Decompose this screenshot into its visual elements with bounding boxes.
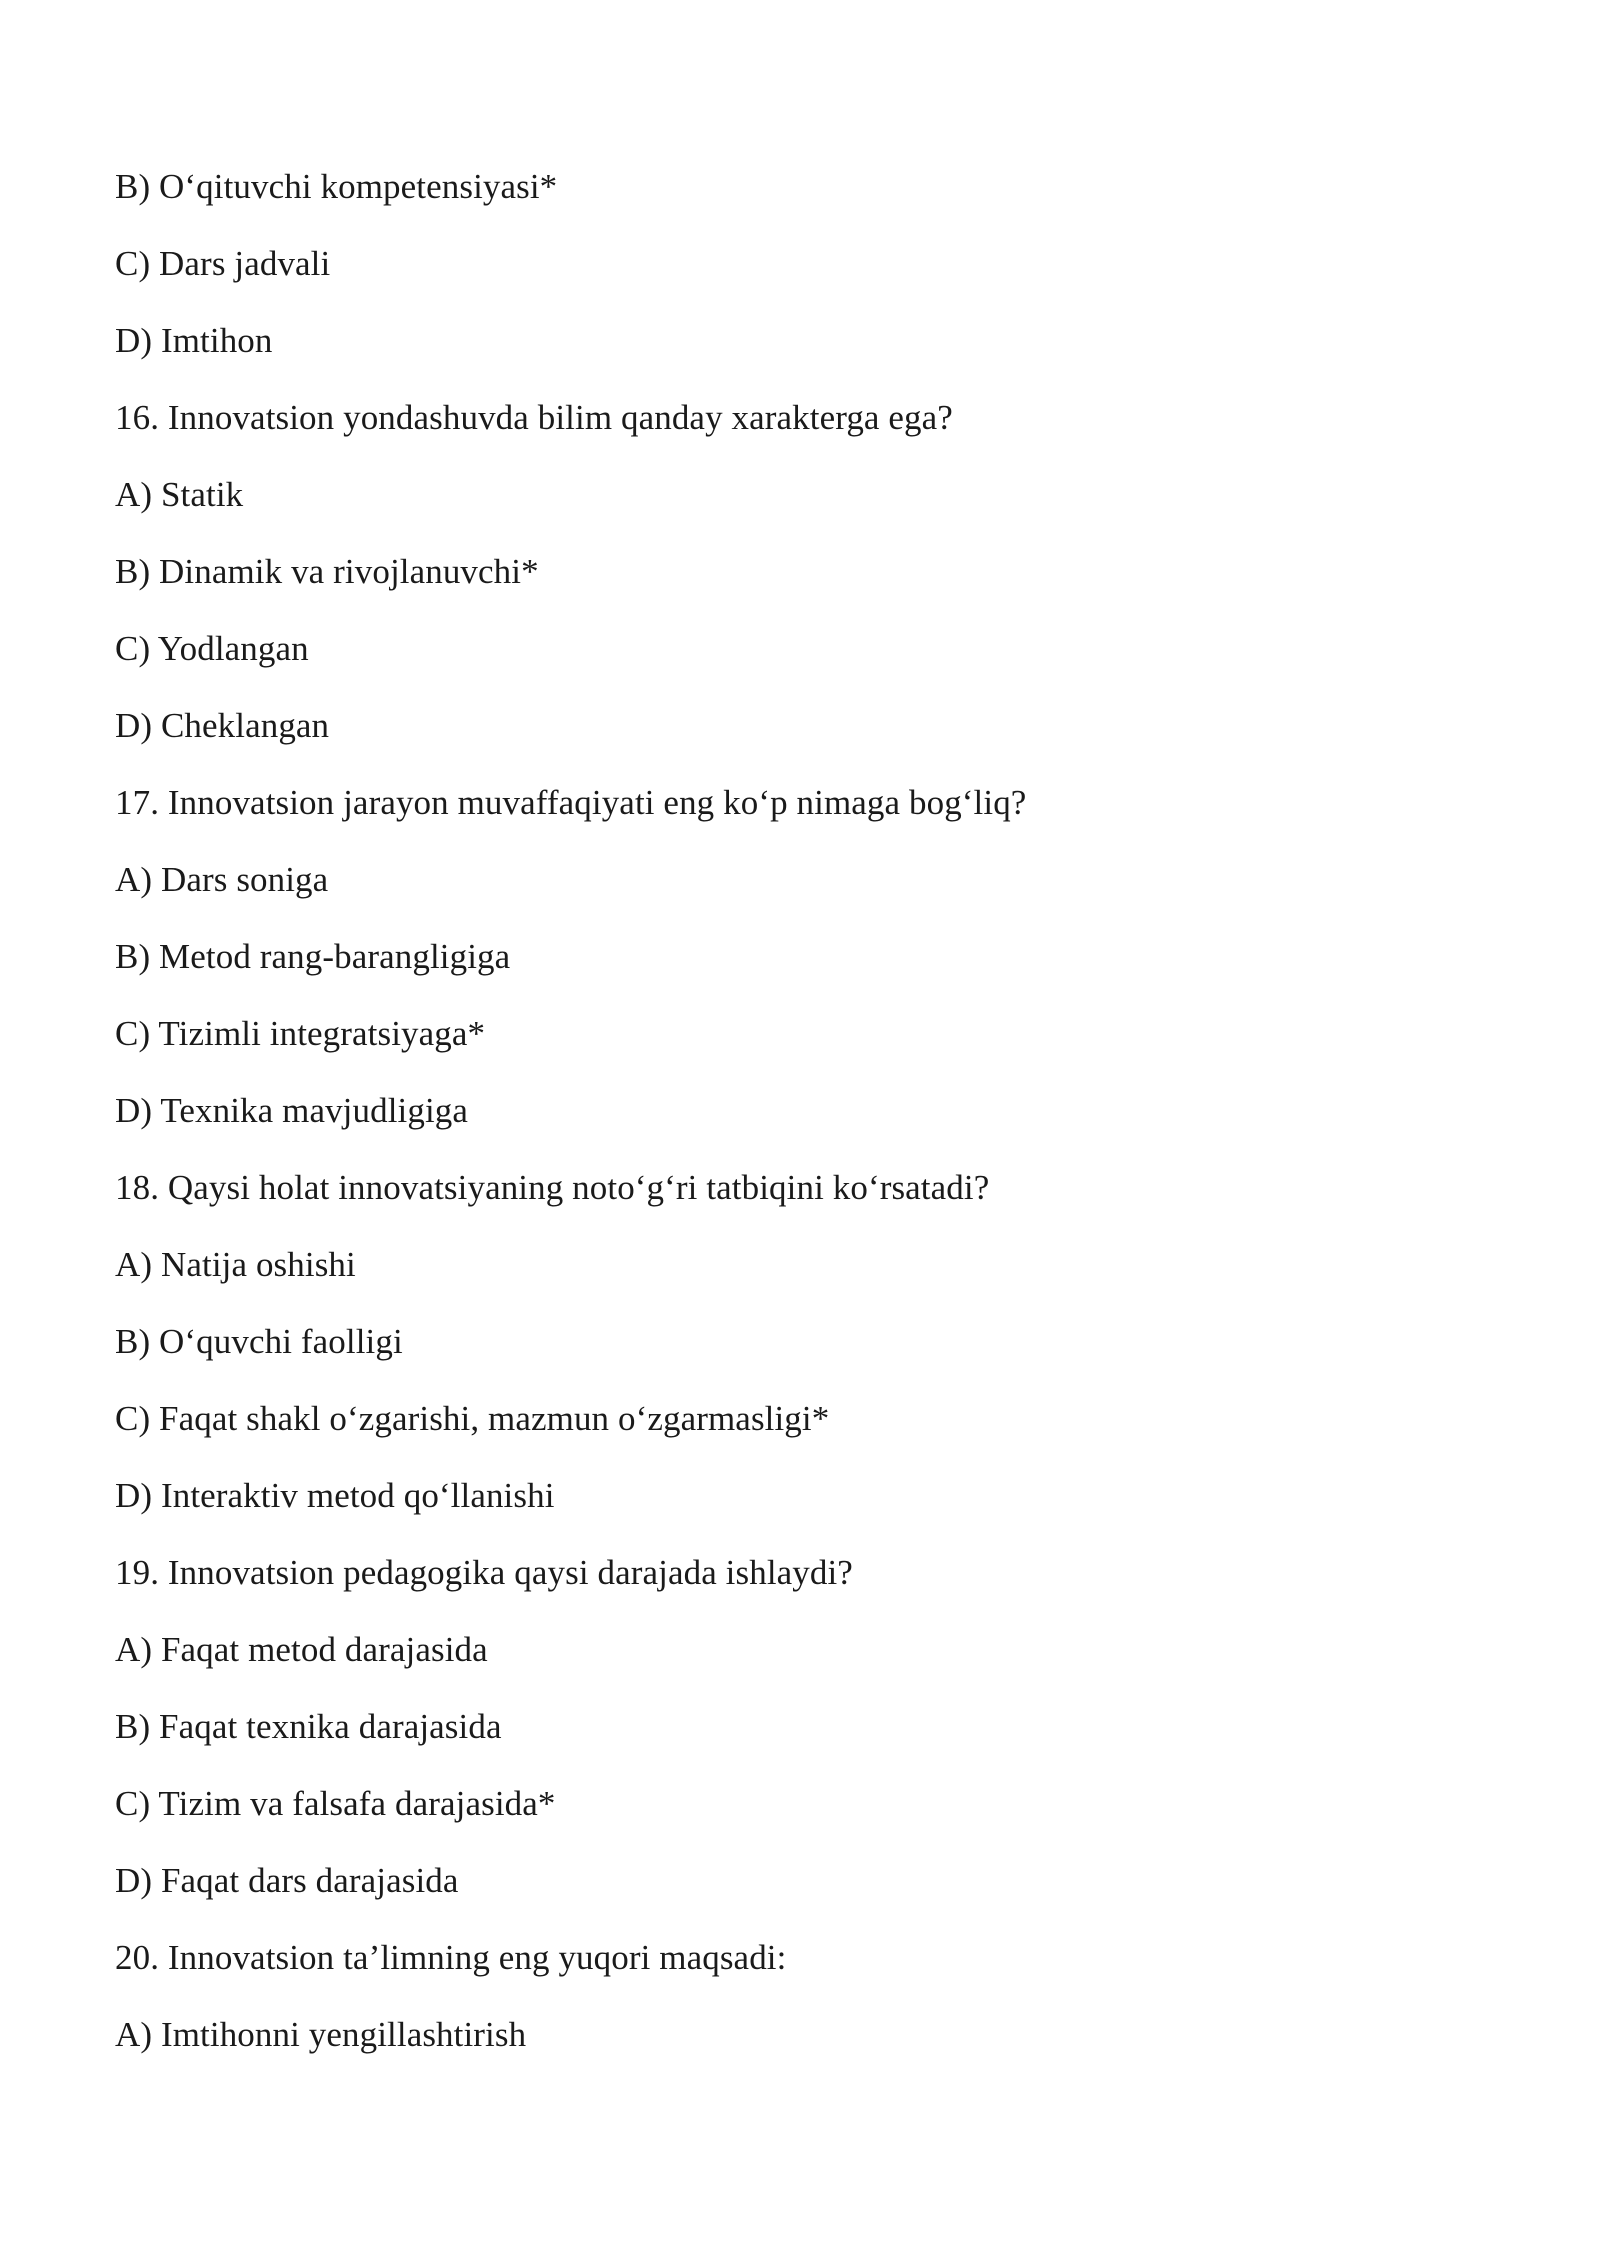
answer-option: D) Cheklangan [115, 706, 330, 745]
answer-option: D) Faqat dars darajasida [115, 1861, 459, 1900]
answer-option: C) Dars jadvali [115, 244, 331, 283]
answer-option: B) Dinamik va rivojlanuvchi* [115, 552, 539, 591]
question-16: 16. Innovatsion yondashuvda bilim qanday xarakterga ega? [115, 398, 953, 437]
answer-option: B) O‘quvchi faolligi [115, 1322, 403, 1361]
answer-option: B) O‘qituvchi kompetensiyasi* [115, 167, 558, 206]
answer-option: C) Yodlangan [115, 629, 309, 668]
answer-option: B) Faqat texnika darajasida [115, 1707, 502, 1746]
answer-option: D) Texnika mavjudligiga [115, 1091, 469, 1130]
answer-option: C) Tizimli integratsiyaga* [115, 1014, 486, 1053]
answer-option: C) Faqat shakl o‘zgarishi, mazmun o‘zgarmasligi* [115, 1399, 830, 1438]
question-17: 17. Innovatsion jarayon muvaffaqiyati eng ko‘p nimaga bog‘liq? [115, 783, 1027, 822]
answer-option: D) Imtihon [115, 321, 273, 360]
question-18: 18. Qaysi holat innovatsiyaning noto‘g‘ri tatbiqini ko‘rsatadi? [115, 1168, 990, 1207]
answer-option: D) Interaktiv metod qo‘llanishi [115, 1476, 555, 1515]
answer-option: C) Tizim va falsafa darajasida* [115, 1784, 556, 1823]
quiz-text-block [115, 148, 1495, 2073]
answer-option: A) Statik [115, 475, 244, 514]
answer-option: A) Imtihonni yengillashtirish [115, 2015, 527, 2054]
question-19: 19. Innovatsion pedagogika qaysi darajada ishlaydi? [115, 1553, 853, 1592]
answer-option: A) Faqat metod darajasida [115, 1630, 488, 1669]
answer-option: B) Metod rang-barangligiga [115, 937, 511, 976]
question-20: 20. Innovatsion ta’limning eng yuqori maqsadi: [115, 1938, 787, 1977]
answer-option: A) Natija oshishi [115, 1245, 356, 1284]
answer-option: A) Dars soniga [115, 860, 329, 899]
